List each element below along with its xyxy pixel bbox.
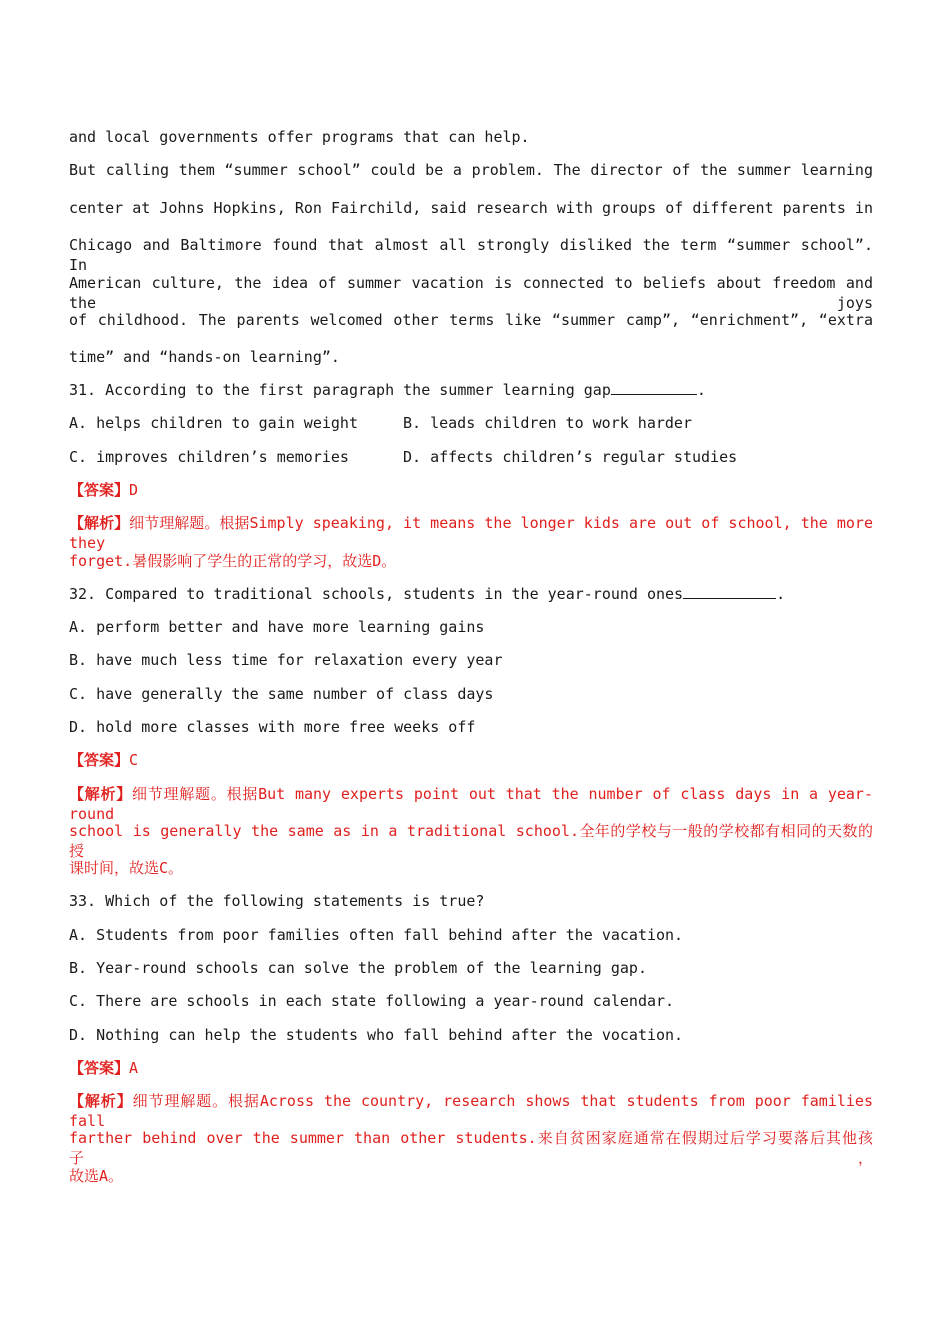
option-a: A. helps children to gain weight <box>69 414 358 432</box>
answer-value: C <box>129 751 139 769</box>
question-31-stem: 31. According to the first paragraph the summer learning gap . <box>69 381 706 399</box>
passage-line: Chicago and Baltimore found that almost all strongly disliked the term “summer school”. In <box>69 236 873 274</box>
option-c: C. There are schools in each state following a year-round calendar. <box>69 992 675 1010</box>
option-c: C. have generally the same number of class days <box>69 685 494 703</box>
analysis-tag: 【解析】 <box>69 514 130 532</box>
passage-line: center at Johns Hopkins, Ron Fairchild, said research with groups of different parents in <box>69 199 873 217</box>
analysis-line: farther behind over the summer than other students.来自贫困家庭通常在假期过后学习要落后其他孩子， <box>69 1129 873 1167</box>
answer-tag: 【答案】 <box>69 481 130 499</box>
answer-line <box>69 1058 138 1078</box>
option-d: D. Nothing can help the students who fall behind after the vocation. <box>69 1026 684 1044</box>
option-a: A. perform better and have more learning gains <box>69 618 485 636</box>
option-a: A. Students from poor families often fall behind after the vacation. <box>69 926 684 944</box>
analysis-line: 【解析】细节理解题。根据But many experts point out that the number of class days in a year-round <box>69 785 873 823</box>
question-32-stem: 32. Compared to traditional schools, students in the year-round ones . <box>69 585 786 603</box>
answer-value: A <box>129 1059 139 1077</box>
analysis-line: 故选A。 <box>69 1167 124 1185</box>
question-33-stem: 33. Which of the following statements is true? <box>69 892 485 910</box>
answer-blank <box>611 380 697 395</box>
passage-line: time” and “hands-on learning”. <box>69 348 340 366</box>
analysis-line: 【解析】细节理解题。根据Across the country, research shows that students from poor families fall <box>69 1092 873 1130</box>
passage-line: of childhood. The parents welcomed other terms like “summer camp”, “enrichment”, “extra <box>69 311 873 329</box>
answer-line <box>69 750 138 770</box>
option-d: D. hold more classes with more free weeks off <box>69 718 476 736</box>
answer-tag: 【答案】 <box>69 1059 130 1077</box>
answer-blank <box>683 584 776 599</box>
passage-line: and local governments offer programs that can help. <box>69 128 530 146</box>
option-b: B. Year-round schools can solve the problem of the learning gap. <box>69 959 647 977</box>
analysis-tag: 【解析】 <box>69 1092 133 1110</box>
option-d: D. affects children’s regular studies <box>403 448 738 466</box>
analysis-line: 【解析】细节理解题。根据Simply speaking, it means the longer kids are out of school, the more they <box>69 514 873 552</box>
analysis-line: school is generally the same as in a traditional school.全年的学校与一般的学校都有相同的天数的授 <box>69 822 873 860</box>
answer-line <box>69 480 138 500</box>
answer-tag: 【答案】 <box>69 751 130 769</box>
option-b: B. have much less time for relaxation every year <box>69 651 503 669</box>
analysis-line: 课时间，故选C。 <box>69 859 184 877</box>
passage-line: But calling them “summer school” could be a problem. The director of the summer learning <box>69 161 873 179</box>
analysis-line: forget.暑假影响了学生的正常的学习，故选D。 <box>69 552 397 570</box>
answer-value: D <box>129 481 139 499</box>
passage-line: American culture, the idea of summer vacation is connected to beliefs about freedom and the joys <box>69 274 873 312</box>
option-b: B. leads children to work harder <box>403 414 692 432</box>
option-c: C. improves children’s memories <box>69 448 349 466</box>
analysis-tag: 【解析】 <box>69 785 133 803</box>
